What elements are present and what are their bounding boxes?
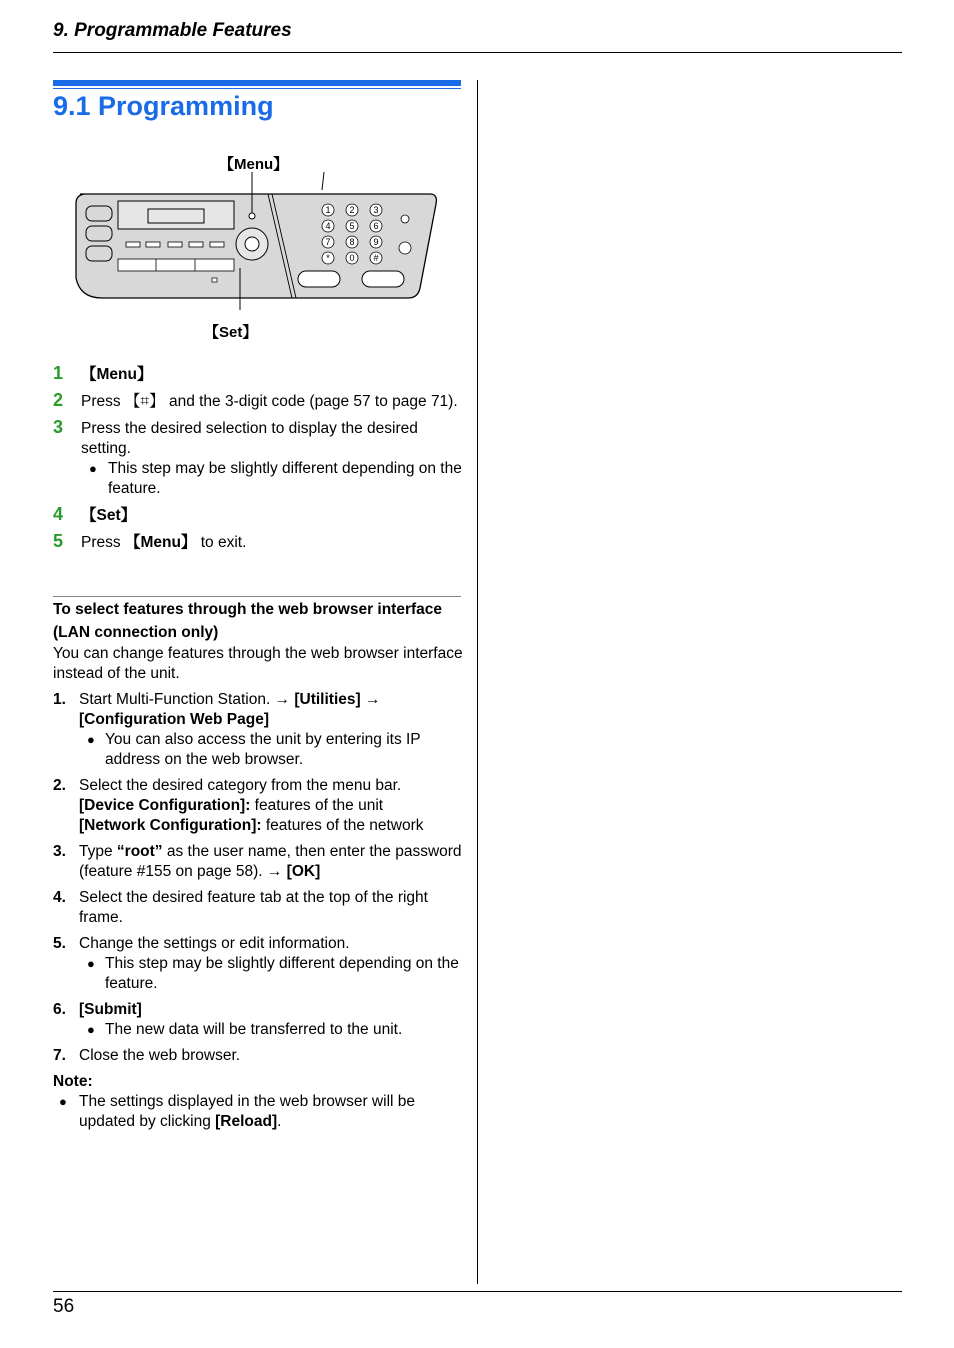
web-section-intro: You can change features through the web browser interface instead of the unit.: [53, 645, 463, 682]
web-step-text: as the user name, then enter the password (feature #155 on page 58). →: [79, 843, 462, 880]
web-step-bold: [Configuration Web Page]: [79, 711, 270, 728]
web-step-bold: [Utilities]: [294, 691, 361, 708]
bullet-icon: ●: [89, 461, 97, 476]
svg-text:0: 0: [349, 253, 355, 263]
svg-text:*: *: [326, 253, 330, 263]
svg-text:7: 7: [325, 237, 331, 247]
svg-text:1: 1: [325, 205, 331, 215]
web-step-4: [53, 888, 465, 928]
svg-text:5: 5: [349, 221, 355, 231]
step-text: 【Set】: [81, 507, 137, 524]
page-number: 56: [53, 1296, 75, 1317]
step-5: [53, 533, 463, 553]
web-steps-list: [53, 690, 465, 1066]
bullet-icon: ●: [87, 956, 95, 971]
svg-text:6: 6: [373, 221, 379, 231]
step-number: 2: [53, 390, 64, 410]
menu-callout-label: 【Menu】: [219, 156, 289, 173]
step-3: [53, 419, 463, 499]
web-step-text: Close the web browser.: [79, 1047, 241, 1064]
web-step-bullet: [79, 1020, 465, 1040]
step-number: 1: [53, 363, 64, 383]
note-bold: [Reload]: [215, 1113, 278, 1130]
svg-text:2: 2: [349, 205, 355, 215]
web-step-line: [79, 796, 465, 816]
svg-text:3: 3: [373, 205, 379, 215]
section-bar: [53, 80, 461, 86]
web-step-number: 3.: [53, 843, 66, 860]
step-text-pre: Press: [81, 534, 125, 551]
chapter-header: 9. Programmable Features: [53, 20, 292, 41]
web-step-bold: “root”: [116, 843, 163, 860]
web-step-5: [53, 934, 465, 994]
bullet-text: This step may be slightly different depending on the feature.: [108, 460, 462, 497]
web-step-bold: [OK]: [286, 863, 321, 880]
web-section-heading: To select features through the web browser interface (LAN connection only): [53, 601, 443, 641]
step-text: 【Menu】: [81, 366, 153, 383]
web-step-text: Type: [79, 843, 117, 860]
web-step-2: [53, 776, 465, 836]
section-title: 9.1 Programming: [53, 91, 274, 121]
bullet-icon: ●: [87, 732, 95, 747]
bullet-text: You can also access the unit by entering its IP address on the web browser.: [105, 731, 421, 768]
footer-rule: [53, 1291, 902, 1292]
step-text: Press the desired selection to display the desired setting.: [81, 420, 418, 457]
web-step-number: 7.: [53, 1047, 66, 1064]
step-number: 4: [53, 504, 64, 524]
web-step-text: features of the network: [261, 817, 424, 834]
web-step-bold: [Device Configuration]:: [79, 797, 251, 814]
web-step-3: [53, 842, 465, 882]
web-step-6: [53, 1000, 465, 1040]
step-text: Press 【⌗】 and the 3-digit code (page 57 to page 71).: [81, 393, 458, 410]
web-step-bullet: [79, 730, 465, 770]
column-divider: [477, 80, 478, 1284]
web-step-bold: [Submit]: [79, 1001, 142, 1018]
web-step-number: 2.: [53, 777, 66, 794]
web-step-text: Select the desired feature tab at the top of the right frame.: [79, 889, 428, 926]
note-bullet: [53, 1092, 465, 1132]
header-rule: [53, 52, 902, 53]
svg-text:4: 4: [325, 221, 331, 231]
step-number: 5: [53, 531, 64, 551]
fax-control-panel-illustration: [72, 170, 442, 310]
step-2: [53, 392, 463, 412]
web-section-rule: [53, 596, 461, 597]
step-text-post: to exit.: [196, 534, 247, 551]
web-step-text: Change the settings or edit information.: [79, 935, 350, 952]
svg-text:#: #: [373, 253, 379, 263]
web-step-number: 4.: [53, 889, 66, 906]
bullet-text: The new data will be transferred to the unit.: [105, 1021, 403, 1038]
svg-text:9: 9: [373, 237, 379, 247]
bullet-icon: ●: [59, 1094, 67, 1109]
web-step-7: [53, 1046, 465, 1066]
web-step-text: features of the unit: [250, 797, 384, 814]
web-step-text: →: [360, 691, 381, 708]
bullet-text: This step may be slightly different depending on the feature.: [105, 955, 459, 992]
web-step-number: 6.: [53, 1001, 66, 1018]
web-step-text: Start Multi-Function Station. →: [79, 691, 295, 708]
step-1: [53, 365, 463, 385]
step-4: [53, 506, 463, 526]
web-browser-section: [53, 598, 465, 1132]
step-text-bold: 【Menu】: [124, 534, 197, 551]
web-step-line: [79, 816, 465, 836]
web-step-number: 5.: [53, 935, 66, 952]
set-callout-label: 【Set】: [204, 324, 258, 341]
web-step-bold: [Network Configuration]:: [79, 817, 262, 834]
svg-text:8: 8: [349, 237, 355, 247]
web-step-number: 1.: [53, 691, 66, 708]
note-heading: Note:: [53, 1073, 93, 1090]
step-bullet: [81, 459, 463, 499]
note-text: .: [277, 1113, 282, 1130]
web-step-1: [53, 690, 465, 770]
step-number: 3: [53, 417, 64, 437]
web-step-text: Select the desired category from the menu bar.: [79, 777, 402, 794]
step-list: [53, 365, 463, 560]
section-bar-line: [53, 88, 461, 89]
bullet-icon: ●: [87, 1022, 95, 1037]
web-step-bullet: [79, 954, 465, 994]
note-text: The settings displayed in the web browser will be updated by clicking: [79, 1093, 416, 1130]
